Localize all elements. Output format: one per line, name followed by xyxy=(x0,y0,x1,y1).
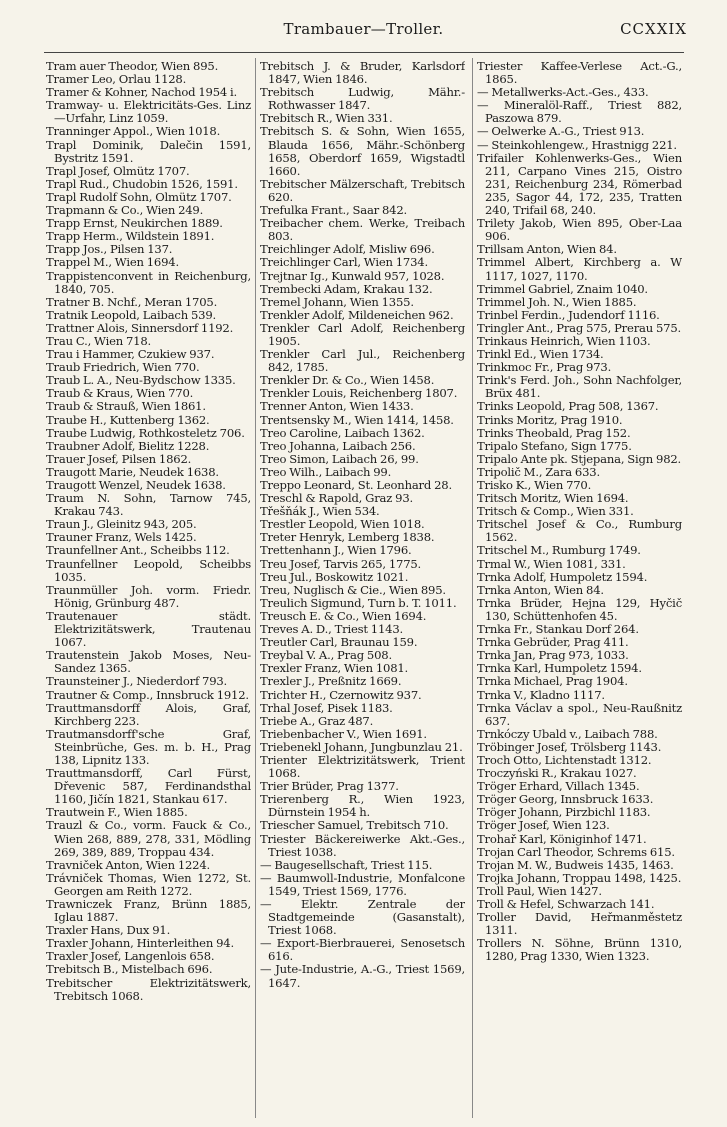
directory-entry: Trebitscher Mälzerschaft, Trebitsch 620. xyxy=(260,176,465,204)
directory-entry: — Mineralöl-Raff., Triest 882, Paszowa 879. xyxy=(477,98,682,126)
directory-entry: Tremel Johann, Wien 1355. xyxy=(260,294,414,309)
directory-entry: Tröger Erhard, Villach 1345. xyxy=(477,779,640,794)
directory-entry: Triebenekl Johann, Jungbunzlau 21. xyxy=(260,739,463,754)
directory-entry: Trauer Josef, Pilsen 1862. xyxy=(46,451,192,466)
directory-entry: Trapmann & Co., Wien 249. xyxy=(46,203,204,218)
directory-entry: Triester Bäckereiwerke Akt.-Ges., Triest 1038. xyxy=(260,831,465,859)
directory-entry: Trimmel Albert, Kirchberg a. W 1117, 1027, 1170. xyxy=(477,255,682,283)
directory-entry: Trenkler Carl Jul., Reichenberg 842, 1785. xyxy=(260,347,465,375)
directory-entry: Traube Ludwig, Rothkosteletz 706. xyxy=(46,425,245,440)
directory-entry: Trebitsch J. & Bruder, Karlsdorf 1847, Wien 1846. xyxy=(260,60,465,87)
directory-entry: Trojan M. W., Budweis 1435, 1463. xyxy=(477,857,674,872)
directory-entry: Trapl Josef, Olmütz 1707. xyxy=(46,163,190,178)
directory-entry: — Oelwerke A.-G., Triest 913. xyxy=(477,124,645,139)
directory-entry: Traun J., Gleinitz 943, 205. xyxy=(46,517,197,532)
directory-entry: Traxler Hans, Dux 91. xyxy=(46,923,171,938)
column-divider xyxy=(255,58,256,1118)
directory-entry: Treu Josef, Tarvis 265, 1775. xyxy=(260,556,422,571)
directory-entry: Treo Caroline, Laibach 1362. xyxy=(260,425,425,440)
directory-entry: Trauner Franz, Wels 1425. xyxy=(46,530,197,545)
directory-entry: Triescher Samuel, Trebitsch 710. xyxy=(260,818,449,833)
directory-entry: Trentsensky M., Wien 1414, 1458. xyxy=(260,412,454,427)
directory-entry: Trautwein F., Wien 1885. xyxy=(46,805,188,820)
directory-entry: Trexler Franz, Wien 1081. xyxy=(260,661,409,676)
directory-entry: — Export-Bierbrauerei, Senosetsch 616. xyxy=(260,936,465,964)
column-left xyxy=(46,60,251,1110)
directory-entry: Troch Otto, Lichtenstadt 1312. xyxy=(477,752,652,767)
page-title: Trambauer—Troller. xyxy=(283,20,444,38)
directory-entry: Trohař Karl, Königinhof 1471. xyxy=(477,831,647,846)
directory-entry: Trapl Rudolf Sohn, Olmütz 1707. xyxy=(46,189,232,204)
directory-entry: Trink's Ferd. Joh., Sohn Nachfolger, Brüx 481. xyxy=(477,373,682,401)
directory-entry: Trierenberg R., Wien 1923, Dürnstein 1954 h. xyxy=(260,792,465,820)
directory-entry: Trisko K., Wien 770. xyxy=(477,478,592,492)
directory-entry: Trnka Adolf, Humpoletz 1594. xyxy=(477,569,648,584)
directory-entry: Traugott Marie, Neudek 1638. xyxy=(46,464,219,479)
directory-entry: Traunfellner Ant., Scheibbs 112. xyxy=(46,543,230,558)
directory-entry: Trefulka Frant., Saar 842. xyxy=(260,203,408,218)
directory-entry: Trauzl & Co., vorm. Fauck & Co., Wien 268, 889, 278, 331, Mödling 269, 389, 889, Troppau 434. xyxy=(46,818,251,859)
directory-entry: — Elektr. Zentrale der Stadtgemeinde (Gasanstalt), Triest 1068. xyxy=(260,897,465,938)
directory-entry: Trautenstein Jakob Moses, Neu-Sandez 1365. xyxy=(46,648,251,676)
directory-entry: Trier Brüder, Prag 1377. xyxy=(260,779,399,794)
directory-entry: Trebitsch Ludwig, Mähr.-Rothwasser 1847. xyxy=(260,85,465,113)
directory-entry: Treo Johanna, Laibach 256. xyxy=(260,438,416,453)
directory-entry: Tritsch Moritz, Wien 1694. xyxy=(477,491,629,506)
directory-entry: Treichlinger Adolf, Misliw 696. xyxy=(260,242,435,257)
directory-entry: Trebitscher Elektrizitätswerk, Trebitsch 1068. xyxy=(46,975,251,1003)
directory-entry: Trejtnar Ig., Kunwald 957, 1028. xyxy=(260,268,445,283)
directory-entry: Trilety Jakob, Wien 895, Ober-Laa 906. xyxy=(477,216,682,244)
directory-entry: Treu, Nuglisch & Cie., Wien 895. xyxy=(260,582,446,597)
directory-entry: Treulich Sigmund, Turn b. T. 1011. xyxy=(260,595,457,610)
page-number: CCXXIX xyxy=(620,20,687,38)
directory-entry: Tritschel Josef & Co., Rumburg 1562. xyxy=(477,517,682,545)
directory-entry: Trnka Fr., Stankau Dorf 264. xyxy=(477,622,639,637)
directory-entry: Trautenauer städt. Elektrizitätswerk, Trautenau 1067. xyxy=(46,608,251,650)
directory-entry: Trojka Johann, Troppau 1498, 1425. xyxy=(477,870,682,885)
directory-entry: Tritsch & Comp., Wien 331. xyxy=(477,504,634,519)
directory-entry: Trenkler Carl Adolf, Reichenberg 1905. xyxy=(260,320,465,348)
directory-entry: — Baugesellschaft, Triest 115. xyxy=(260,857,433,872)
directory-entry: Trnka V., Kladno 1117. xyxy=(477,687,605,702)
directory-entry: — Baumwoll-Industrie, Monfalcone 1549, Triest 1569, 1776. xyxy=(260,870,465,898)
directory-entry: Traum N. Sohn, Tarnow 745, Krakau 743. xyxy=(46,491,251,519)
directory-entry: Trnka Brüder, Hejna 129, Hyčič 130, Schüttenhofen 45. xyxy=(477,595,682,623)
directory-entry: Trettenhann J., Wien 1796. xyxy=(260,543,412,558)
directory-entry: Trautner & Comp., Innsbruck 1912. xyxy=(46,687,249,702)
directory-entry: Trebitsch B., Mistelbach 696. xyxy=(46,962,213,977)
directory-entry: Trexler J., Preßnitz 1669. xyxy=(260,674,402,689)
directory-entry: Trojan Carl Theodor, Schrems 615. xyxy=(477,844,675,859)
directory-entry: Trnka Václav a spol., Neu-Raußnitz 637. xyxy=(477,700,682,728)
directory-entry: Traxler Johann, Hinterleithen 94. xyxy=(46,936,234,951)
directory-entry: Tranninger Appol., Wien 1018. xyxy=(46,124,221,139)
directory-entry: Tratner B. Nchf., Meran 1705. xyxy=(46,294,218,309)
directory-entry: Trinks Moritz, Prag 1910. xyxy=(477,412,623,427)
directory-entry: Trenkler Dr. & Co., Wien 1458. xyxy=(260,373,435,388)
directory-entry: Tram auer Theodor, Wien 895. xyxy=(46,60,219,73)
column-middle xyxy=(260,60,465,1110)
directory-entry: — Steinkohlengew., Hrastnigg 221. xyxy=(477,137,677,152)
directory-entry: Tratnik Leopold, Laibach 539. xyxy=(46,307,216,322)
directory-entry: Tramway- u. Elektricitäts-Ges. Linz—Urfahr, Linz 1059. xyxy=(46,98,251,126)
directory-entry: Trenner Anton, Wien 1433. xyxy=(260,399,414,414)
directory-entry: Traub Friedrich, Wien 770. xyxy=(46,360,200,375)
directory-entry: Tröger Josef, Wien 123. xyxy=(477,818,610,833)
page-header xyxy=(40,20,687,46)
directory-entry: Triebenbacher V., Wien 1691. xyxy=(260,726,427,741)
directory-entry: Travniček Anton, Wien 1224. xyxy=(46,857,211,872)
directory-entry: Trapp Ernst, Neukirchen 1889. xyxy=(46,216,223,231)
directory-entry: Trhal Josef, Pisek 1183. xyxy=(260,700,393,715)
directory-entry: Trautmansdorff'sche Graf, Steinbrüche, Ges. m. b. H., Prag 138, Lipnitz 133. xyxy=(46,726,251,767)
directory-entry: — Metallwerks-Act.-Ges., 433. xyxy=(477,85,649,100)
directory-entry: Tramer & Kohner, Nachod 1954 i. xyxy=(46,85,238,100)
directory-entry: Trauttmansdorff Alois, Graf, Kirchberg 223. xyxy=(46,700,251,728)
directory-entry: Treo Wilh., Laibach 99. xyxy=(260,464,392,479)
directory-entry: Treves A. D., Triest 1143. xyxy=(260,622,403,637)
directory-entry: Traugott Wenzel, Neudek 1638. xyxy=(46,478,226,492)
directory-entry: Traub & Kraus, Wien 770. xyxy=(46,386,194,401)
directory-entry: Troczyński R., Krakau 1027. xyxy=(477,766,637,781)
directory-entry: Trapp Herm., Wildstein 1891. xyxy=(46,229,215,244)
directory-entry: Trappistenconvent in Reichenburg, 1840, 705. xyxy=(46,268,251,296)
directory-entry: Třešňák J., Wien 534. xyxy=(260,504,380,519)
directory-entry: Trichter H., Czernowitz 937. xyxy=(260,687,422,702)
directory-entry: Trollers N. Söhne, Brünn 1310, 1280, Prag 1330, Wien 1323. xyxy=(477,936,682,964)
directory-entry: Trifailer Kohlenwerks-Ges., Wien 211, Carpano Vines 215, Oistro 231, Reichenburg 234, Römerbad 235, Sagor 44, 172, 235, Tratten 240, Trifail 68, 240. xyxy=(477,150,682,218)
directory-entry: Trnka Anton, Wien 84. xyxy=(477,582,604,597)
directory-entry: Tröbinger Josef, Trölsberg 1143. xyxy=(477,739,662,754)
directory-entry: Traunsteiner J., Niederdorf 793. xyxy=(46,674,228,689)
directory-entry: Treybal V. A., Prag 508. xyxy=(260,648,392,663)
directory-entry: Treusch E. & Co., Wien 1694. xyxy=(260,608,427,623)
directory-entry: Trenkler Louis, Reichenberg 1807. xyxy=(260,386,458,401)
header-rule xyxy=(44,52,684,53)
directory-entry: Treibacher chem. Werke, Treibach 803. xyxy=(260,216,465,244)
directory-entry: Trmal W., Wien 1081, 331. xyxy=(477,556,626,571)
directory-entry: Trebitsch R., Wien 331. xyxy=(260,111,393,126)
directory-entry: Trau C., Wien 718. xyxy=(46,333,152,348)
directory-entry: Trnka Karl, Humpoletz 1594. xyxy=(477,661,642,676)
directory-entry: Treschl & Rapold, Graz 93. xyxy=(260,491,414,506)
directory-entry: Trnka Jan, Prag 973, 1033. xyxy=(477,648,629,663)
directory-entry: Tröger Georg, Innsbruck 1633. xyxy=(477,792,654,807)
directory-entry: Trawniczek Franz, Brünn 1885, Iglau 1887. xyxy=(46,897,251,925)
directory-entry: Trebitsch S. & Sohn, Wien 1655, Blauda 1656, Mähr.-Schönberg 1658, Oberdorf 1659, Wigstadtl 1660. xyxy=(260,124,465,178)
directory-entry: Traub & Strauß, Wien 1861. xyxy=(46,399,206,414)
directory-entry: Trávniček Thomas, Wien 1272, St. Georgen am Reith 1272. xyxy=(46,870,251,898)
directory-entry: Tripolič M., Zara 633. xyxy=(477,464,600,479)
column-right xyxy=(477,60,682,1110)
directory-entry: Trattner Alois, Sinnersdorf 1192. xyxy=(46,320,234,335)
directory-entry: Treutler Carl, Braunau 159. xyxy=(260,635,418,650)
directory-entry: Triebe A., Graz 487. xyxy=(260,713,374,728)
directory-entry: Traxler Josef, Langenlois 658. xyxy=(46,949,215,964)
directory-entry: Trapl Rud., Chudobin 1526, 1591. xyxy=(46,176,238,191)
directory-entry: Trinks Theobald, Prag 152. xyxy=(477,425,631,440)
directory-entry: Traube H., Kuttenberg 1362. xyxy=(46,412,210,427)
directory-entry: Tringler Ant., Prag 575, Prerau 575. xyxy=(477,320,682,335)
directory-entry: Trinkl Ed., Wien 1734. xyxy=(477,347,604,362)
directory-entry: Tripalo Stefano, Sign 1775. xyxy=(477,438,632,453)
directory-entry: Trienter Elektrizitätswerk, Trient 1068. xyxy=(260,752,465,781)
directory-entry: Trimmel Joh. N., Wien 1885. xyxy=(477,294,637,309)
directory-entry: Tröger Johann, Pirzbichl 1183. xyxy=(477,805,651,820)
directory-entry: Trinkmoc Fr., Prag 973. xyxy=(477,360,612,375)
directory-entry: Treichlinger Carl, Wien 1734. xyxy=(260,255,428,270)
directory-entry: Treu Jul., Boskowitz 1021. xyxy=(260,569,409,584)
directory-entry: Tramer Leo, Orlau 1128. xyxy=(46,72,187,87)
directory-entry: Trapp Jos., Pilsen 137. xyxy=(46,242,173,257)
directory-entry: Traub L. A., Neu-Bydschow 1335. xyxy=(46,373,236,388)
directory-entry: Troll & Hefel, Schwarzach 141. xyxy=(477,897,655,911)
directory-entry: Trinkaus Heinrich, Wien 1103. xyxy=(477,333,651,348)
directory-entry: Triester Kaffee-Verlese Act.-G., 1865. xyxy=(477,60,682,87)
directory-entry: Trau i Hammer, Czukiew 937. xyxy=(46,347,215,362)
directory-entry: Trembecki Adam, Krakau 132. xyxy=(260,281,433,296)
directory-entry: Trillsam Anton, Wien 84. xyxy=(477,242,617,257)
directory-entry: Trinks Leopold, Prag 508, 1367. xyxy=(477,399,659,414)
directory-entry: Trimmel Gabriel, Znaim 1040. xyxy=(477,281,648,296)
directory-entry: Trnka Michael, Prag 1904. xyxy=(477,674,628,689)
directory-entry: Trestler Leopold, Wien 1018. xyxy=(260,517,425,532)
directory-entry: Traunfellner Leopold, Scheibbs 1035. xyxy=(46,556,251,584)
directory-entry: Treppo Leonard, St. Leonhard 28. xyxy=(260,478,452,492)
directory-entry: Tripalo Ante pk. Stjepana, Sign 982. xyxy=(477,451,682,466)
directory-entry: Traunmüller Joh. vorm. Friedr. Hönig, Grünburg 487. xyxy=(46,582,251,610)
directory-entry: Tritschel M., Rumburg 1749. xyxy=(477,543,641,558)
directory-entry: Troll Paul, Wien 1427. xyxy=(477,883,602,898)
directory-entry: Treter Henryk, Lemberg 1838. xyxy=(260,530,435,545)
directory-entry: Troller David, Heřmanměstetz 1311. xyxy=(477,910,682,938)
directory-entry: — Jute-Industrie, A.-G., Triest 1569, 1647. xyxy=(260,962,465,990)
directory-entry: Traubner Adolf, Bielitz 1228. xyxy=(46,438,210,453)
directory-entry: Trapl Dominik, Dalečin 1591, Bystritz 1591. xyxy=(46,137,251,165)
directory-entry: Trappel M., Wien 1694. xyxy=(46,255,179,270)
directory-entry: Trinbel Ferdin., Judendorf 1116. xyxy=(477,307,660,322)
column-divider xyxy=(472,58,473,1118)
directory-entry: Treo Simon, Laibach 26, 99. xyxy=(260,451,419,466)
directory-entry: Trauttmansdorff, Carl Fürst, Dřevenic 587, Ferdinandsthal 1160, Jičín 1821, Stankau 617. xyxy=(46,766,251,807)
directory-entry: Trnka Gebrüder, Prag 411. xyxy=(477,635,629,650)
directory-entry: Trenkler Adolf, Mildeneichen 962. xyxy=(260,307,454,322)
directory-entry: Trnkóczy Ubald v., Laibach 788. xyxy=(477,726,658,741)
